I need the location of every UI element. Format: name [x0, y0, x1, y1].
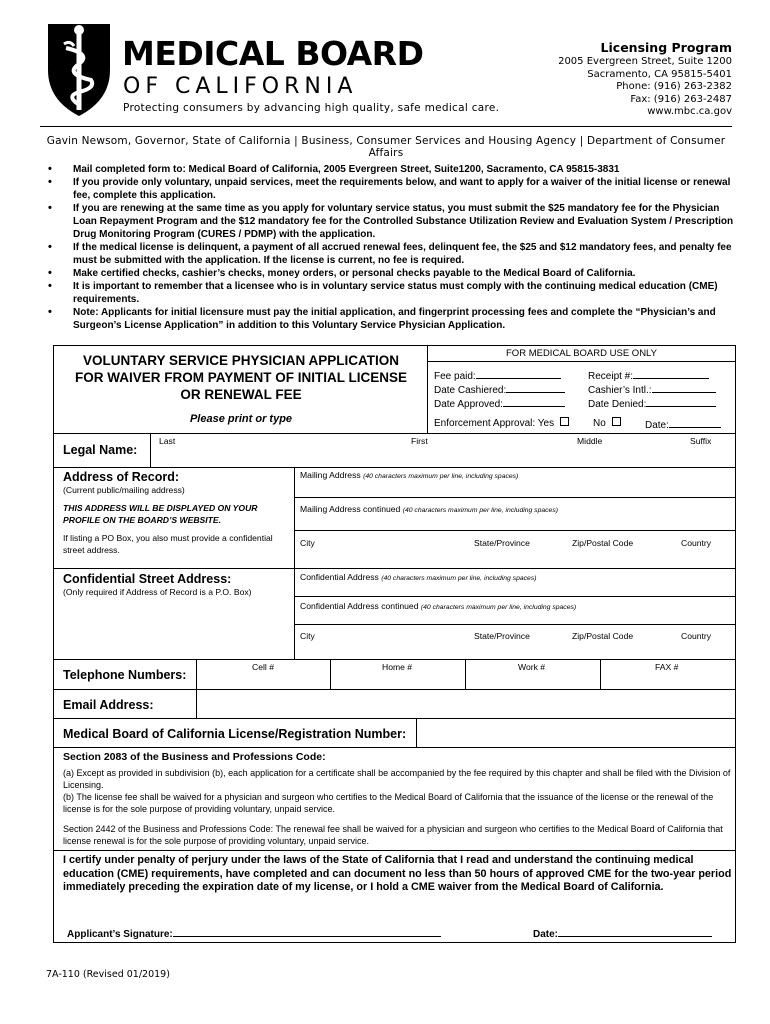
header-divider: [40, 126, 732, 127]
country-label: Country: [681, 538, 712, 548]
confidential-addr-cont-label: Confidential Address continued (40 characters maximum per line, including spaces): [300, 601, 577, 611]
state-label: State/Province: [474, 538, 530, 548]
office-no: No: [593, 417, 621, 429]
program-address2: Sacramento, CA 95815-5401: [587, 68, 732, 80]
instructions-list: [48, 163, 738, 332]
instruction-item: • Mail completed form to: Medical Board of California, 2005 Evergreen Street, Suite1200, Sacramento, CA 95815-3831: [48, 163, 738, 176]
signature-date-field: Date:: [533, 926, 712, 940]
last-name-label: Last: [159, 436, 176, 446]
signature-field: Applicant’s Signature:: [67, 926, 441, 940]
form-title-line: FOR WAIVER FROM PAYMENT OF INITIAL LICENSE: [74, 370, 407, 385]
form-title: [58, 352, 424, 403]
divider: [294, 624, 736, 625]
confidential-address-sub: (Only required if Address of Record is a P.O. Box): [63, 587, 252, 597]
home-input[interactable]: [332, 673, 464, 688]
po-box-note: If listing a PO Box, you also must provide a confidential street address.: [63, 533, 273, 555]
divider: [294, 596, 736, 597]
print-note: Please print or type: [189, 413, 293, 425]
form-title-line: OR RENEWAL FEE: [180, 387, 302, 402]
address-of-record-sub: (Current public/mailing address): [63, 485, 185, 495]
confidential-address-label: Confidential Street Address:: [63, 572, 232, 586]
divider: [53, 850, 736, 851]
divider: [150, 433, 151, 467]
work-input[interactable]: [467, 673, 599, 688]
fax-label: FAX #: [655, 662, 679, 672]
mailing-address-input[interactable]: [296, 481, 734, 496]
code-section-b: (b) The license fee shall be waived for a physician and surgeon who certifies to the Medical Board of California that the issuance of the license or the renewal of the license is for the sole purpose of providing voluntary, unpaid service.: [63, 792, 714, 814]
suffix-label: Suffix: [690, 436, 712, 446]
org-subtitle: OF CALIFORNIA: [123, 74, 358, 99]
cell-label: Cell #: [252, 662, 274, 672]
divider: [53, 718, 736, 719]
org-tagline: Protecting consumers by advancing high quality, safe medical care.: [123, 102, 500, 114]
form-number: 7A-110 (Revised 01/2019): [46, 969, 170, 980]
checkbox-icon[interactable]: [560, 417, 569, 426]
instruction-item: • Note: Applicants for initial licensure must pay the initial application, and fingerprint processing fees and complete the “Physician’s and Surgeon’s License Application” in addition to this Voluntary Service Physician Application.: [48, 306, 738, 332]
mailing-address-cont-label: Mailing Address continued (40 characters maximum per line, including spaces): [300, 504, 558, 514]
program-contact: [558, 39, 732, 119]
signature-input[interactable]: [173, 926, 441, 937]
divider: [53, 659, 736, 660]
confidential-addr-label: Confidential Address (40 characters maximum per line, including spaces): [300, 572, 537, 582]
middle-name-label: Middle: [577, 436, 603, 446]
divider: [53, 433, 736, 434]
office-receipt: Receipt #:: [588, 368, 709, 382]
address-of-record-label: Address of Record:: [63, 470, 179, 484]
code-section-heading: Section 2083 of the Business and Professions Code:: [63, 751, 326, 763]
office-date-approved: Date Approved:: [434, 396, 565, 410]
office-date-cashiered: Date Cashiered:: [434, 382, 565, 396]
program-fax: Fax: (916) 263-2487: [630, 93, 732, 105]
email-input[interactable]: [198, 691, 734, 717]
confidential-addr-input[interactable]: [296, 582, 734, 595]
license-number-label: Medical Board of California License/Registration Number:: [63, 727, 407, 741]
government-line: Gavin Newsom, Governor, State of California | Business, Consumer Services and Housing Agency | Department of Consumer Affairs: [46, 135, 726, 159]
divider: [53, 467, 736, 468]
telephone-label: Telephone Numbers:: [63, 668, 187, 682]
work-label: Work #: [518, 662, 546, 672]
org-title: MEDICAL BOARD: [122, 34, 424, 73]
office-use-heading: FOR MEDICAL BOARD USE ONLY: [506, 348, 657, 359]
divider: [600, 659, 601, 689]
instruction-item: • If you provide only voluntary, unpaid services, meet the requirements below, and want to apply for a waiver of the initial license or renewal fee, complete this application.: [48, 176, 738, 202]
conf-zip-label: Zip/Postal Code: [572, 631, 634, 641]
divider: [294, 467, 295, 659]
code-section-2442: Section 2442 of the Business and Professions Code: The renewal fee shall be waived for a physician and surgeon who certifies to the Medical Board of California that license renewal is for the sole purpose of providing voluntary, unpaid service.: [63, 824, 723, 846]
conf-country-label: Country: [681, 631, 712, 641]
checkbox-icon[interactable]: [612, 417, 621, 426]
divider: [53, 568, 736, 569]
signature-date-input[interactable]: [558, 926, 712, 937]
legal-name-label: Legal Name:: [63, 443, 138, 457]
office-fee-paid: Fee paid:: [434, 368, 561, 382]
mailing-address-cont-input[interactable]: [296, 514, 734, 529]
license-number-input[interactable]: [418, 720, 734, 746]
divider: [53, 747, 736, 748]
divider: [465, 659, 466, 689]
divider: [330, 659, 331, 689]
medical-board-logo-icon: [44, 18, 114, 118]
cell-input[interactable]: [198, 673, 329, 688]
program-phone: Phone: (916) 263-2382: [616, 81, 732, 93]
form-title-line: VOLUNTARY SERVICE PHYSICIAN APPLICATION: [82, 353, 400, 368]
certification-statement: I certify under penalty of perjury under the laws of the State of California that I read and understand the continuing medical education (CME) requirements, have completed and can document no less than 50 hours of approved CME for the two-year period immediately preceding the expiration date of my license, or I hold a CME waiver from the Medical Board of California.: [63, 854, 732, 893]
email-label: Email Address:: [63, 698, 154, 712]
instruction-item: • If the medical license is delinquent, a payment of all accrued renewal fees, delinquent fee, the $25 and $12 mandatory fees, and penalty fee must be submitted with the application. If the license is current, no fee is required.: [48, 241, 738, 267]
mailing-address-label: Mailing Address (40 characters maximum per line, including spaces): [300, 470, 519, 480]
legal-name-input[interactable]: [152, 447, 732, 465]
divider: [416, 718, 417, 747]
office-date: Date:: [645, 417, 721, 431]
divider: [196, 689, 197, 718]
fax-input[interactable]: [602, 673, 734, 688]
confidential-addr-cont-input[interactable]: [296, 611, 734, 623]
city-state-zip-input[interactable]: [296, 549, 734, 565]
program-title: Licensing Program: [600, 40, 732, 55]
program-address1: 2005 Evergreen Street, Suite 1200: [558, 56, 732, 67]
divider: [196, 659, 197, 689]
instruction-item: • If you are renewing at the same time as you apply for voluntary service status, you must submit the $25 mandatory fee for the Physician Loan Repayment Program and the $12 mandatory fee for the Controlled Substance Utilization Review and Evaluation System / Prescription Drug Monitoring Program (CURES / PDMP) with the application.: [48, 202, 738, 241]
program-web: www.mbc.ca.gov: [647, 106, 732, 118]
conf-state-label: State/Province: [474, 631, 530, 641]
instruction-item: • Make certified checks, cashier’s checks, money orders, or personal checks payable to the Medical Board of California.: [48, 267, 738, 280]
office-enforcement: Enforcement Approval: Yes: [434, 417, 569, 429]
divider: [294, 497, 736, 498]
office-date-denied: Date Denied:: [588, 396, 716, 410]
office-cashiers-intl: Cashier’s Intl.:: [588, 382, 716, 396]
instruction-item: • It is important to remember that a licensee who is in voluntary service status must comply with the continuing medical education (CME) requirements.: [48, 280, 738, 306]
conf-city-state-zip-input[interactable]: [296, 642, 734, 658]
home-label: Home #: [382, 662, 413, 672]
first-name-label: First: [411, 436, 428, 446]
divider: [294, 530, 736, 531]
zip-label: Zip/Postal Code: [572, 538, 634, 548]
code-section-a: (a) Except as provided in subdivision (b), each application for a certificate shall be accompanied by the fee required by this chapter and shall be filed with the Division of Licensing.: [63, 768, 731, 790]
city-label: City: [300, 538, 315, 548]
address-display-warning: THIS ADDRESS WILL BE DISPLAYED ON YOUR PROFILE ON THE BOARD’S WEBSITE.: [63, 503, 258, 525]
conf-city-label: City: [300, 631, 315, 641]
divider: [53, 689, 736, 690]
